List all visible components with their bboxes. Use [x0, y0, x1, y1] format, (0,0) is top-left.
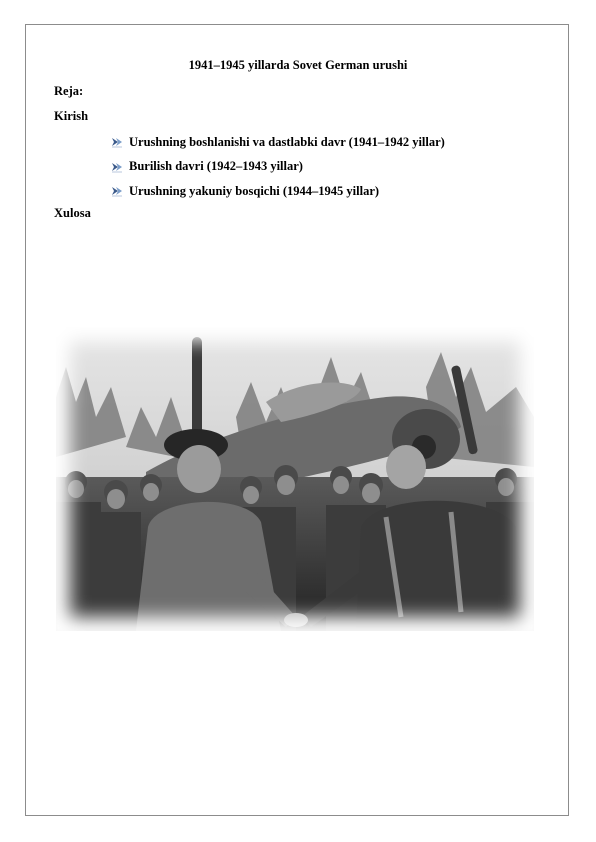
plan-item-text: Burilish davri (1942–1943 yillar) [129, 159, 303, 174]
plan-heading: Reja: [54, 84, 84, 98]
arrow-bullet-icon [111, 161, 123, 173]
intro-heading: Kirish [54, 109, 89, 123]
plan-item-text: Urushning yakuniy bosqichi (1944–1945 yillar) [129, 183, 380, 198]
list-item [111, 179, 445, 204]
list-item [111, 155, 445, 180]
plan-list [111, 130, 445, 204]
plan-item-text: Urushning boshlanishi va dastlabki davr (1941–1942 yillar) [129, 134, 445, 149]
conclusion-heading: Xulosa [54, 206, 91, 220]
arrow-bullet-icon [111, 136, 123, 148]
historical-photo [56, 327, 534, 631]
list-item [111, 130, 445, 155]
document-title: 1941–1945 yillarda Sovet German urushi [188, 58, 408, 72]
arrow-bullet-icon [111, 185, 123, 197]
